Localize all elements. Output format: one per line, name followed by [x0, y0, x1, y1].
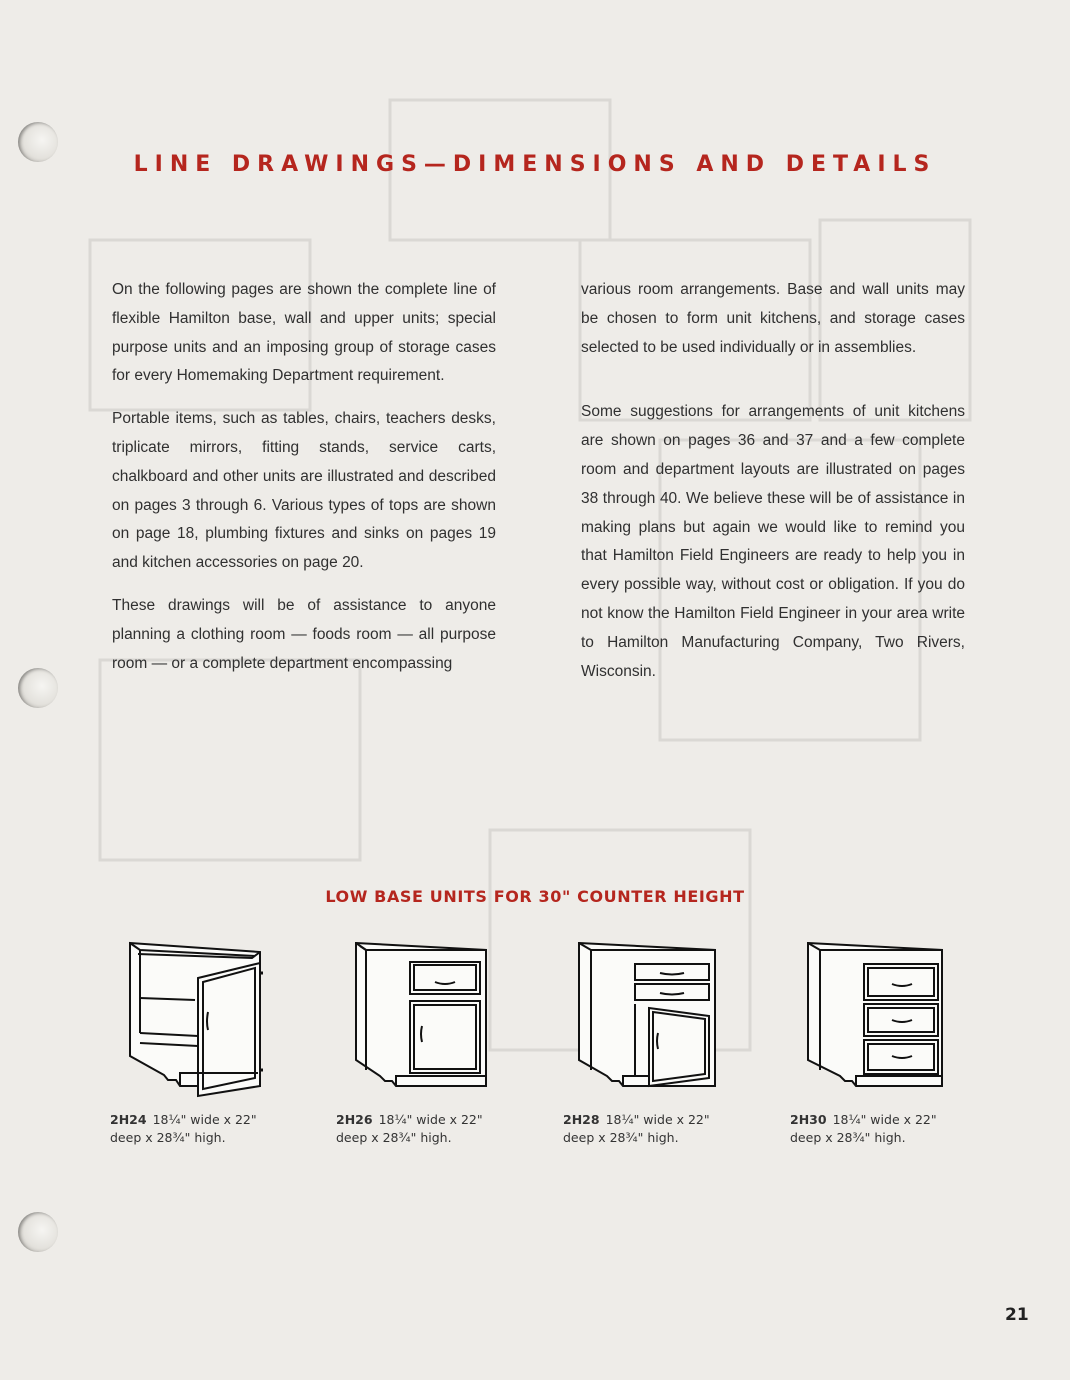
- unit-caption-2h30: [790, 1111, 965, 1147]
- unit-dimensions-line2: deep x 28¾" high.: [790, 1130, 906, 1145]
- intro-right-column: [581, 276, 965, 700]
- three-drawer-cabinet-icon: [792, 938, 952, 1098]
- intro-left-column: [112, 276, 496, 692]
- unit-drawing-2h28: [565, 938, 765, 1098]
- unit-code: 2H24: [110, 1112, 147, 1127]
- unit-dimensions-line1: 18¼" wide x 22": [605, 1112, 710, 1127]
- intro-paragraph: Some suggestions for arrangements of unit kitchens are shown on pages 36 and 37 and a few complete room and department layouts are illustrated on pages 38 through 40. We believe these will be of assistance in making plans but again we would like to remind you that Hamilton Field Engineers are ready to help you in every possible way, without cost or obligation. If you do not know the Hamilton Field Engineer in your area write to Hamilton Manufacturing Company, Two Rivers, Wisconsin.: [581, 403, 965, 680]
- unit-dimensions-line1: 18¼" wide x 22": [378, 1112, 483, 1127]
- unit-drawing-2h24: [110, 938, 310, 1098]
- page-title: LINE DRAWINGS—DIMENSIONS AND DETAILS: [133, 152, 937, 177]
- section-heading: LOW BASE UNITS FOR 30" COUNTER HEIGHT: [325, 887, 745, 906]
- two-drawer-open-door-cabinet-icon: [565, 938, 725, 1098]
- unit-code: 2H30: [790, 1112, 827, 1127]
- unit-dimensions-line2: deep x 28¾" high.: [110, 1130, 226, 1145]
- intro-paragraph: On the following pages are shown the complete line of flexible Hamilton base, wall and upper units; special purpose units and an imposing group of storage cases for every Homemaking Department requirement.: [112, 281, 496, 385]
- binder-hole-middle: [18, 668, 58, 708]
- unit-code: 2H26: [336, 1112, 373, 1127]
- unit-dimensions-line2: deep x 28¾" high.: [336, 1130, 452, 1145]
- unit-caption-2h28: [563, 1111, 738, 1147]
- unit-caption-2h24: [110, 1111, 285, 1147]
- drawer-and-door-cabinet-icon: [340, 938, 500, 1098]
- unit-dimensions-line1: 18¼" wide x 22": [152, 1112, 257, 1127]
- unit-drawing-2h26: [340, 938, 540, 1098]
- intro-paragraph: These drawings will be of assistance to anyone planning a clothing room — foods room — all purpose room — or a complete department encompassing: [112, 596, 496, 672]
- unit-caption-2h26: [336, 1111, 511, 1147]
- unit-dimensions-line2: deep x 28¾" high.: [563, 1130, 679, 1145]
- unit-drawing-2h30: [792, 938, 992, 1098]
- intro-paragraph: Portable items, such as tables, chairs, teachers desks, triplicate mirrors, fitting stands, service carts, chalkboard and other units are illustrated and described on pages 3 through 6. Various types of tops are shown on page 18, plumbing fixtures and sinks on pages 19 and kitchen accessories on page 20.: [112, 410, 496, 572]
- intro-paragraph: various room arrangements. Base and wall units may be chosen to form unit kitchens, and storage cases selected to be used individually or in assemblies.: [581, 281, 965, 356]
- open-door-cabinet-icon: [110, 938, 280, 1098]
- unit-code: 2H28: [563, 1112, 600, 1127]
- binder-hole-bottom: [18, 1212, 58, 1252]
- unit-dimensions-line1: 18¼" wide x 22": [832, 1112, 937, 1127]
- page-number: 21: [1005, 1305, 1029, 1325]
